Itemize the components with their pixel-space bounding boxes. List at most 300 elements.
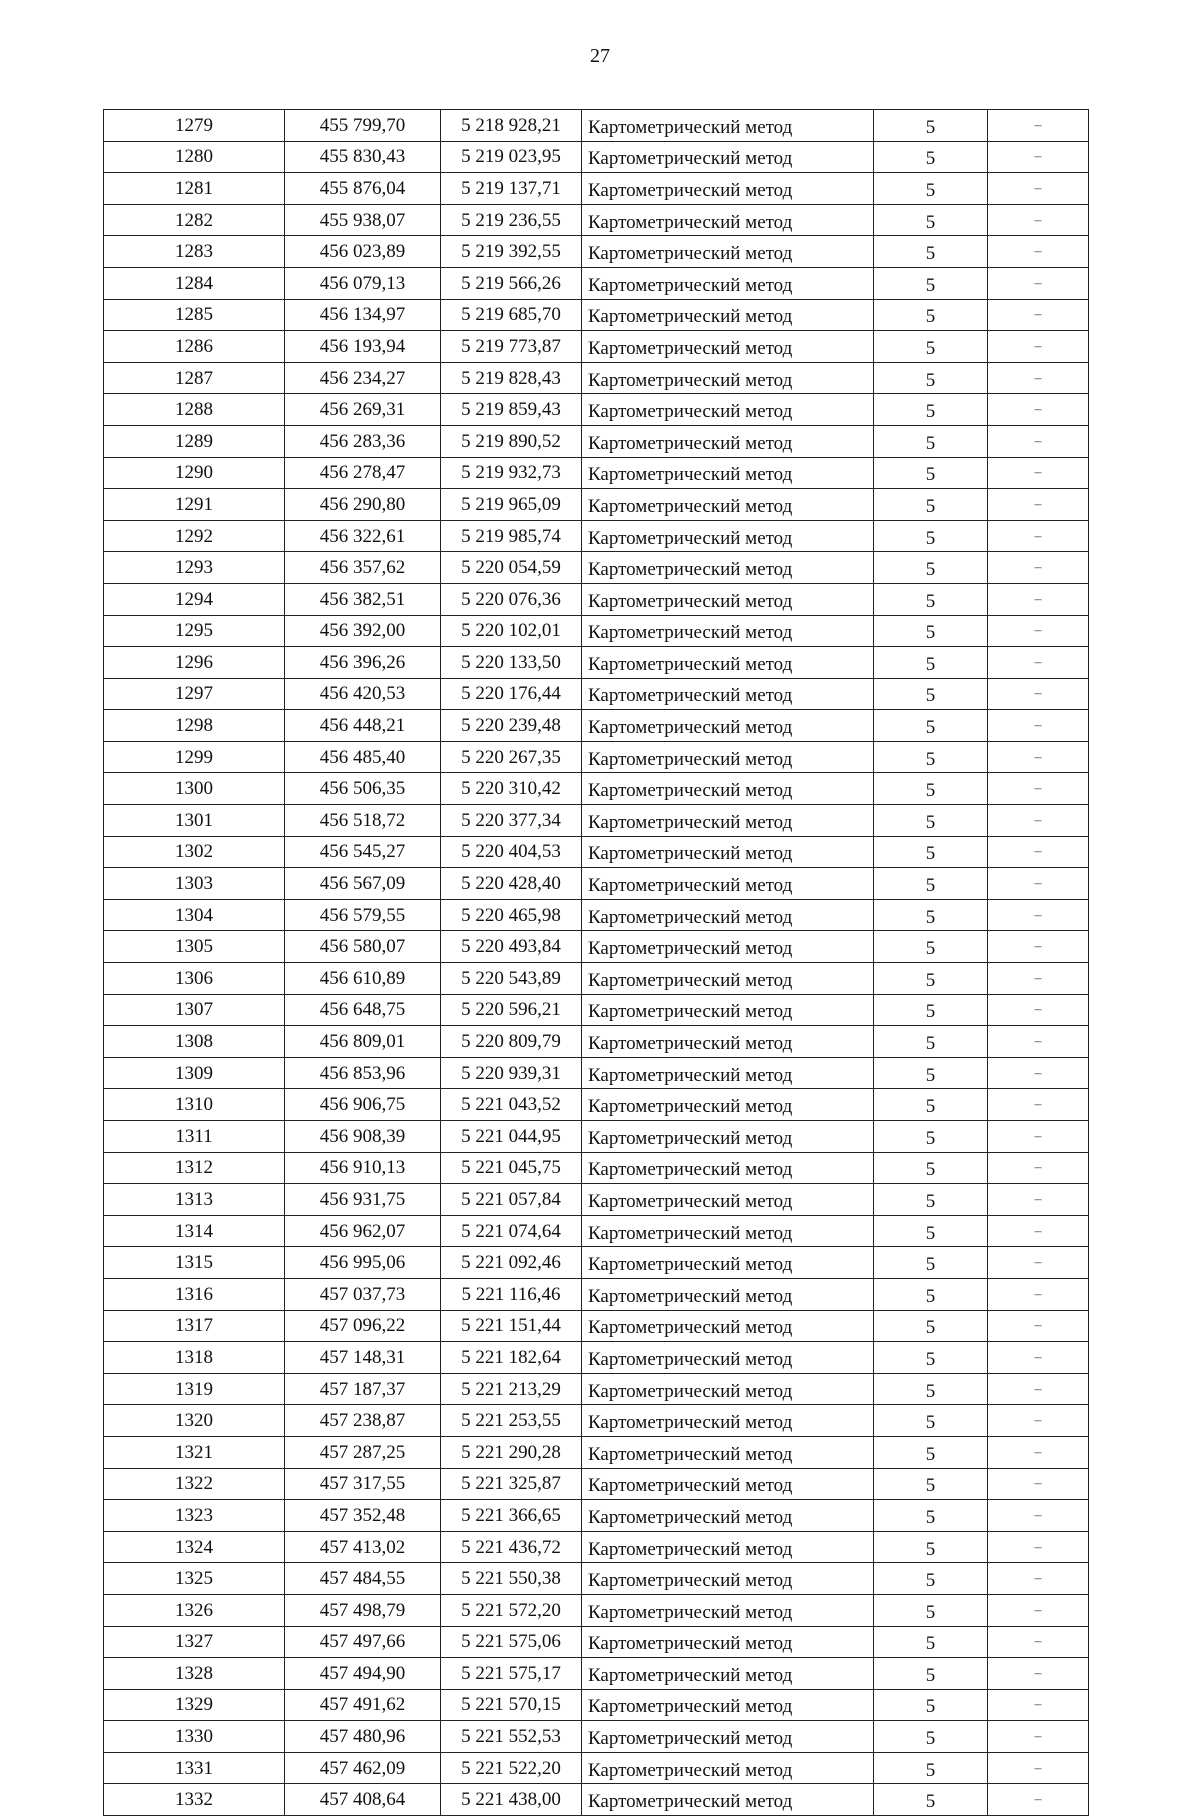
accuracy-cell: 5 [874, 1531, 988, 1563]
table-row [104, 1278, 1089, 1310]
y-coordinate-cell: 5 221 575,06 [441, 1626, 582, 1658]
x-coordinate-cell: 456 278,47 [285, 457, 441, 489]
method-cell: Картометрический метод [582, 425, 874, 457]
y-coordinate-cell: 5 221 290,28 [441, 1436, 582, 1468]
table-row [104, 1310, 1089, 1342]
method-cell: Картометрический метод [582, 1721, 874, 1753]
point-number-cell: 1298 [104, 710, 285, 742]
point-number-cell: 1330 [104, 1721, 285, 1753]
note-cell: – [988, 710, 1089, 742]
accuracy-cell: 5 [874, 1373, 988, 1405]
note-cell: – [988, 1152, 1089, 1184]
point-number-cell: 1312 [104, 1152, 285, 1184]
point-number-cell: 1292 [104, 520, 285, 552]
accuracy-cell: 5 [874, 1121, 988, 1153]
x-coordinate-cell: 457 462,09 [285, 1752, 441, 1784]
point-number-cell: 1325 [104, 1563, 285, 1595]
note-cell: – [988, 615, 1089, 647]
table-row [104, 805, 1089, 837]
y-coordinate-cell: 5 220 310,42 [441, 773, 582, 805]
method-cell: Картометрический метод [582, 1689, 874, 1721]
point-number-cell: 1317 [104, 1310, 285, 1342]
y-coordinate-cell: 5 220 377,34 [441, 805, 582, 837]
note-cell: – [988, 1500, 1089, 1532]
x-coordinate-cell: 457 497,66 [285, 1626, 441, 1658]
point-number-cell: 1286 [104, 331, 285, 363]
note-cell: – [988, 1721, 1089, 1753]
method-cell: Картометрический метод [582, 647, 874, 679]
y-coordinate-cell: 5 219 828,43 [441, 362, 582, 394]
note-cell: – [988, 1121, 1089, 1153]
table-row [104, 394, 1089, 426]
table-row [104, 836, 1089, 868]
x-coordinate-cell: 456 283,36 [285, 425, 441, 457]
note-cell: – [988, 425, 1089, 457]
point-number-cell: 1326 [104, 1594, 285, 1626]
accuracy-cell: 5 [874, 963, 988, 995]
note-cell: – [988, 520, 1089, 552]
table-row [104, 173, 1089, 205]
table-row [104, 1721, 1089, 1753]
table-row [104, 1626, 1089, 1658]
accuracy-cell: 5 [874, 583, 988, 615]
table-row [104, 1405, 1089, 1437]
x-coordinate-cell: 457 413,02 [285, 1531, 441, 1563]
x-coordinate-cell: 456 648,75 [285, 994, 441, 1026]
y-coordinate-cell: 5 219 773,87 [441, 331, 582, 363]
table-row [104, 1563, 1089, 1595]
accuracy-cell: 5 [874, 1405, 988, 1437]
y-coordinate-cell: 5 219 859,43 [441, 394, 582, 426]
accuracy-cell: 5 [874, 1689, 988, 1721]
method-cell: Картометрический метод [582, 267, 874, 299]
method-cell: Картометрический метод [582, 1278, 874, 1310]
x-coordinate-cell: 457 317,55 [285, 1468, 441, 1500]
table-row [104, 1373, 1089, 1405]
note-cell: – [988, 1184, 1089, 1216]
note-cell: – [988, 1342, 1089, 1374]
note-cell: – [988, 836, 1089, 868]
note-cell: – [988, 931, 1089, 963]
y-coordinate-cell: 5 221 438,00 [441, 1784, 582, 1816]
note-cell: – [988, 1531, 1089, 1563]
point-number-cell: 1315 [104, 1247, 285, 1279]
table-row [104, 236, 1089, 268]
y-coordinate-cell: 5 219 392,55 [441, 236, 582, 268]
x-coordinate-cell: 457 480,96 [285, 1721, 441, 1753]
x-coordinate-cell: 456 357,62 [285, 552, 441, 584]
accuracy-cell: 5 [874, 1247, 988, 1279]
table-row [104, 899, 1089, 931]
accuracy-cell: 5 [874, 805, 988, 837]
table-row [104, 1594, 1089, 1626]
page-number: 27 [590, 45, 610, 67]
accuracy-cell: 5 [874, 1658, 988, 1690]
accuracy-cell: 5 [874, 457, 988, 489]
x-coordinate-cell: 457 494,90 [285, 1658, 441, 1690]
method-cell: Картометрический метод [582, 963, 874, 995]
note-cell: – [988, 994, 1089, 1026]
y-coordinate-cell: 5 219 985,74 [441, 520, 582, 552]
y-coordinate-cell: 5 221 057,84 [441, 1184, 582, 1216]
method-cell: Картометрический метод [582, 204, 874, 236]
x-coordinate-cell: 456 910,13 [285, 1152, 441, 1184]
x-coordinate-cell: 456 392,00 [285, 615, 441, 647]
accuracy-cell: 5 [874, 299, 988, 331]
x-coordinate-cell: 456 193,94 [285, 331, 441, 363]
table-row [104, 963, 1089, 995]
point-number-cell: 1287 [104, 362, 285, 394]
x-coordinate-cell: 457 352,48 [285, 1500, 441, 1532]
table-row [104, 1089, 1089, 1121]
table-row [104, 1152, 1089, 1184]
accuracy-cell: 5 [874, 552, 988, 584]
table-row [104, 1247, 1089, 1279]
table-row [104, 1184, 1089, 1216]
accuracy-cell: 5 [874, 1215, 988, 1247]
method-cell: Картометрический метод [582, 1626, 874, 1658]
x-coordinate-cell: 457 491,62 [285, 1689, 441, 1721]
method-cell: Картометрический метод [582, 1121, 874, 1153]
table-row [104, 1752, 1089, 1784]
y-coordinate-cell: 5 220 543,89 [441, 963, 582, 995]
table-row [104, 1784, 1089, 1816]
accuracy-cell: 5 [874, 773, 988, 805]
point-number-cell: 1300 [104, 773, 285, 805]
x-coordinate-cell: 456 567,09 [285, 868, 441, 900]
table-row [104, 362, 1089, 394]
point-number-cell: 1299 [104, 741, 285, 773]
table-row [104, 741, 1089, 773]
x-coordinate-cell: 455 799,70 [285, 110, 441, 142]
method-cell: Картометрический метод [582, 868, 874, 900]
method-cell: Картометрический метод [582, 1152, 874, 1184]
x-coordinate-cell: 456 962,07 [285, 1215, 441, 1247]
y-coordinate-cell: 5 221 570,15 [441, 1689, 582, 1721]
point-number-cell: 1290 [104, 457, 285, 489]
y-coordinate-cell: 5 221 325,87 [441, 1468, 582, 1500]
x-coordinate-cell: 455 938,07 [285, 204, 441, 236]
method-cell: Картометрический метод [582, 299, 874, 331]
point-number-cell: 1307 [104, 994, 285, 1026]
x-coordinate-cell: 457 238,87 [285, 1405, 441, 1437]
accuracy-cell: 5 [874, 836, 988, 868]
point-number-cell: 1305 [104, 931, 285, 963]
point-number-cell: 1314 [104, 1215, 285, 1247]
note-cell: – [988, 741, 1089, 773]
table-row [104, 1342, 1089, 1374]
point-number-cell: 1309 [104, 1057, 285, 1089]
method-cell: Картометрический метод [582, 1594, 874, 1626]
note-cell: – [988, 1689, 1089, 1721]
accuracy-cell: 5 [874, 267, 988, 299]
x-coordinate-cell: 457 498,79 [285, 1594, 441, 1626]
table-row [104, 1689, 1089, 1721]
y-coordinate-cell: 5 221 522,20 [441, 1752, 582, 1784]
note-cell: – [988, 331, 1089, 363]
y-coordinate-cell: 5 219 137,71 [441, 173, 582, 205]
y-coordinate-cell: 5 221 550,38 [441, 1563, 582, 1595]
table-row [104, 583, 1089, 615]
x-coordinate-cell: 456 580,07 [285, 931, 441, 963]
method-cell: Картометрический метод [582, 1026, 874, 1058]
table-row [104, 931, 1089, 963]
method-cell: Картометрический метод [582, 1310, 874, 1342]
note-cell: – [988, 489, 1089, 521]
accuracy-cell: 5 [874, 1089, 988, 1121]
x-coordinate-cell: 456 545,27 [285, 836, 441, 868]
method-cell: Картометрический метод [582, 394, 874, 426]
x-coordinate-cell: 456 079,13 [285, 267, 441, 299]
x-coordinate-cell: 456 518,72 [285, 805, 441, 837]
y-coordinate-cell: 5 221 045,75 [441, 1152, 582, 1184]
accuracy-cell: 5 [874, 710, 988, 742]
y-coordinate-cell: 5 221 043,52 [441, 1089, 582, 1121]
point-number-cell: 1296 [104, 647, 285, 679]
note-cell: – [988, 110, 1089, 142]
x-coordinate-cell: 456 908,39 [285, 1121, 441, 1153]
method-cell: Картометрический метод [582, 1373, 874, 1405]
table-row [104, 773, 1089, 805]
point-number-cell: 1316 [104, 1278, 285, 1310]
x-coordinate-cell: 457 484,55 [285, 1563, 441, 1595]
x-coordinate-cell: 455 876,04 [285, 173, 441, 205]
table-row [104, 1057, 1089, 1089]
y-coordinate-cell: 5 220 596,21 [441, 994, 582, 1026]
note-cell: – [988, 457, 1089, 489]
table-row [104, 1468, 1089, 1500]
x-coordinate-cell: 455 830,43 [285, 141, 441, 173]
method-cell: Картометрический метод [582, 1563, 874, 1595]
accuracy-cell: 5 [874, 931, 988, 963]
y-coordinate-cell: 5 221 436,72 [441, 1531, 582, 1563]
point-number-cell: 1329 [104, 1689, 285, 1721]
point-number-cell: 1285 [104, 299, 285, 331]
accuracy-cell: 5 [874, 394, 988, 426]
table-row [104, 1531, 1089, 1563]
table-row [104, 647, 1089, 679]
point-number-cell: 1280 [104, 141, 285, 173]
y-coordinate-cell: 5 220 493,84 [441, 931, 582, 963]
point-number-cell: 1297 [104, 678, 285, 710]
y-coordinate-cell: 5 220 267,35 [441, 741, 582, 773]
y-coordinate-cell: 5 219 932,73 [441, 457, 582, 489]
note-cell: – [988, 963, 1089, 995]
accuracy-cell: 5 [874, 647, 988, 679]
accuracy-cell: 5 [874, 1184, 988, 1216]
method-cell: Картометрический метод [582, 1531, 874, 1563]
table-row [104, 994, 1089, 1026]
x-coordinate-cell: 456 023,89 [285, 236, 441, 268]
note-cell: – [988, 583, 1089, 615]
y-coordinate-cell: 5 220 428,40 [441, 868, 582, 900]
method-cell: Картометрический метод [582, 1184, 874, 1216]
point-number-cell: 1328 [104, 1658, 285, 1690]
method-cell: Картометрический метод [582, 110, 874, 142]
table-row [104, 1121, 1089, 1153]
table-row [104, 552, 1089, 584]
accuracy-cell: 5 [874, 1721, 988, 1753]
accuracy-cell: 5 [874, 1057, 988, 1089]
point-number-cell: 1311 [104, 1121, 285, 1153]
table-row [104, 710, 1089, 742]
x-coordinate-cell: 456 269,31 [285, 394, 441, 426]
y-coordinate-cell: 5 220 076,36 [441, 583, 582, 615]
y-coordinate-cell: 5 219 236,55 [441, 204, 582, 236]
point-number-cell: 1332 [104, 1784, 285, 1816]
x-coordinate-cell: 456 995,06 [285, 1247, 441, 1279]
note-cell: – [988, 1026, 1089, 1058]
accuracy-cell: 5 [874, 994, 988, 1026]
x-coordinate-cell: 456 853,96 [285, 1057, 441, 1089]
note-cell: – [988, 1784, 1089, 1816]
y-coordinate-cell: 5 219 685,70 [441, 299, 582, 331]
y-coordinate-cell: 5 220 054,59 [441, 552, 582, 584]
note-cell: – [988, 1626, 1089, 1658]
y-coordinate-cell: 5 221 572,20 [441, 1594, 582, 1626]
accuracy-cell: 5 [874, 141, 988, 173]
coordinates-table [103, 109, 1089, 1816]
method-cell: Картометрический метод [582, 1215, 874, 1247]
method-cell: Картометрический метод [582, 1057, 874, 1089]
note-cell: – [988, 1310, 1089, 1342]
method-cell: Картометрический метод [582, 1784, 874, 1816]
method-cell: Картометрический метод [582, 489, 874, 521]
note-cell: – [988, 868, 1089, 900]
x-coordinate-cell: 456 506,35 [285, 773, 441, 805]
note-cell: – [988, 678, 1089, 710]
table-row [104, 425, 1089, 457]
y-coordinate-cell: 5 220 239,48 [441, 710, 582, 742]
x-coordinate-cell: 456 396,26 [285, 647, 441, 679]
note-cell: – [988, 173, 1089, 205]
note-cell: – [988, 1215, 1089, 1247]
y-coordinate-cell: 5 221 074,64 [441, 1215, 582, 1247]
y-coordinate-cell: 5 218 928,21 [441, 110, 582, 142]
table-row [104, 299, 1089, 331]
y-coordinate-cell: 5 221 116,46 [441, 1278, 582, 1310]
method-cell: Картометрический метод [582, 931, 874, 963]
accuracy-cell: 5 [874, 520, 988, 552]
table-row [104, 204, 1089, 236]
accuracy-cell: 5 [874, 331, 988, 363]
x-coordinate-cell: 456 290,80 [285, 489, 441, 521]
y-coordinate-cell: 5 219 890,52 [441, 425, 582, 457]
y-coordinate-cell: 5 221 151,44 [441, 1310, 582, 1342]
note-cell: – [988, 647, 1089, 679]
accuracy-cell: 5 [874, 1278, 988, 1310]
accuracy-cell: 5 [874, 678, 988, 710]
y-coordinate-cell: 5 220 176,44 [441, 678, 582, 710]
accuracy-cell: 5 [874, 615, 988, 647]
x-coordinate-cell: 457 287,25 [285, 1436, 441, 1468]
x-coordinate-cell: 457 148,31 [285, 1342, 441, 1374]
note-cell: – [988, 1436, 1089, 1468]
x-coordinate-cell: 457 096,22 [285, 1310, 441, 1342]
method-cell: Картометрический метод [582, 1405, 874, 1437]
table-row [104, 489, 1089, 521]
table-row [104, 615, 1089, 647]
method-cell: Картометрический метод [582, 1468, 874, 1500]
point-number-cell: 1293 [104, 552, 285, 584]
table-row [104, 678, 1089, 710]
method-cell: Картометрический метод [582, 1658, 874, 1690]
accuracy-cell: 5 [874, 899, 988, 931]
x-coordinate-cell: 457 408,64 [285, 1784, 441, 1816]
note-cell: – [988, 394, 1089, 426]
y-coordinate-cell: 5 221 552,53 [441, 1721, 582, 1753]
point-number-cell: 1320 [104, 1405, 285, 1437]
table-row [104, 868, 1089, 900]
method-cell: Картометрический метод [582, 678, 874, 710]
point-number-cell: 1306 [104, 963, 285, 995]
x-coordinate-cell: 457 037,73 [285, 1278, 441, 1310]
coordinates-table-body [104, 110, 1089, 1816]
y-coordinate-cell: 5 221 575,17 [441, 1658, 582, 1690]
accuracy-cell: 5 [874, 173, 988, 205]
method-cell: Картометрический метод [582, 173, 874, 205]
y-coordinate-cell: 5 221 092,46 [441, 1247, 582, 1279]
note-cell: – [988, 1373, 1089, 1405]
point-number-cell: 1313 [104, 1184, 285, 1216]
note-cell: – [988, 899, 1089, 931]
accuracy-cell: 5 [874, 1468, 988, 1500]
point-number-cell: 1323 [104, 1500, 285, 1532]
note-cell: – [988, 141, 1089, 173]
method-cell: Картометрический метод [582, 836, 874, 868]
y-coordinate-cell: 5 219 965,09 [441, 489, 582, 521]
x-coordinate-cell: 456 809,01 [285, 1026, 441, 1058]
note-cell: – [988, 1658, 1089, 1690]
y-coordinate-cell: 5 219 566,26 [441, 267, 582, 299]
table-row [104, 1658, 1089, 1690]
method-cell: Картометрический метод [582, 362, 874, 394]
x-coordinate-cell: 456 322,61 [285, 520, 441, 552]
point-number-cell: 1284 [104, 267, 285, 299]
point-number-cell: 1281 [104, 173, 285, 205]
method-cell: Картометрический метод [582, 615, 874, 647]
table-row [104, 520, 1089, 552]
x-coordinate-cell: 456 420,53 [285, 678, 441, 710]
accuracy-cell: 5 [874, 1310, 988, 1342]
note-cell: – [988, 1594, 1089, 1626]
x-coordinate-cell: 456 579,55 [285, 899, 441, 931]
method-cell: Картометрический метод [582, 331, 874, 363]
table-row [104, 267, 1089, 299]
y-coordinate-cell: 5 221 366,65 [441, 1500, 582, 1532]
point-number-cell: 1288 [104, 394, 285, 426]
accuracy-cell: 5 [874, 868, 988, 900]
y-coordinate-cell: 5 220 102,01 [441, 615, 582, 647]
point-number-cell: 1304 [104, 899, 285, 931]
note-cell: – [988, 552, 1089, 584]
note-cell: – [988, 1405, 1089, 1437]
point-number-cell: 1291 [104, 489, 285, 521]
y-coordinate-cell: 5 221 044,95 [441, 1121, 582, 1153]
point-number-cell: 1295 [104, 615, 285, 647]
table-row [104, 1436, 1089, 1468]
table-row [104, 1026, 1089, 1058]
accuracy-cell: 5 [874, 1563, 988, 1595]
point-number-cell: 1308 [104, 1026, 285, 1058]
y-coordinate-cell: 5 221 182,64 [441, 1342, 582, 1374]
y-coordinate-cell: 5 221 253,55 [441, 1405, 582, 1437]
point-number-cell: 1303 [104, 868, 285, 900]
point-number-cell: 1322 [104, 1468, 285, 1500]
accuracy-cell: 5 [874, 1026, 988, 1058]
y-coordinate-cell: 5 221 213,29 [441, 1373, 582, 1405]
point-number-cell: 1310 [104, 1089, 285, 1121]
